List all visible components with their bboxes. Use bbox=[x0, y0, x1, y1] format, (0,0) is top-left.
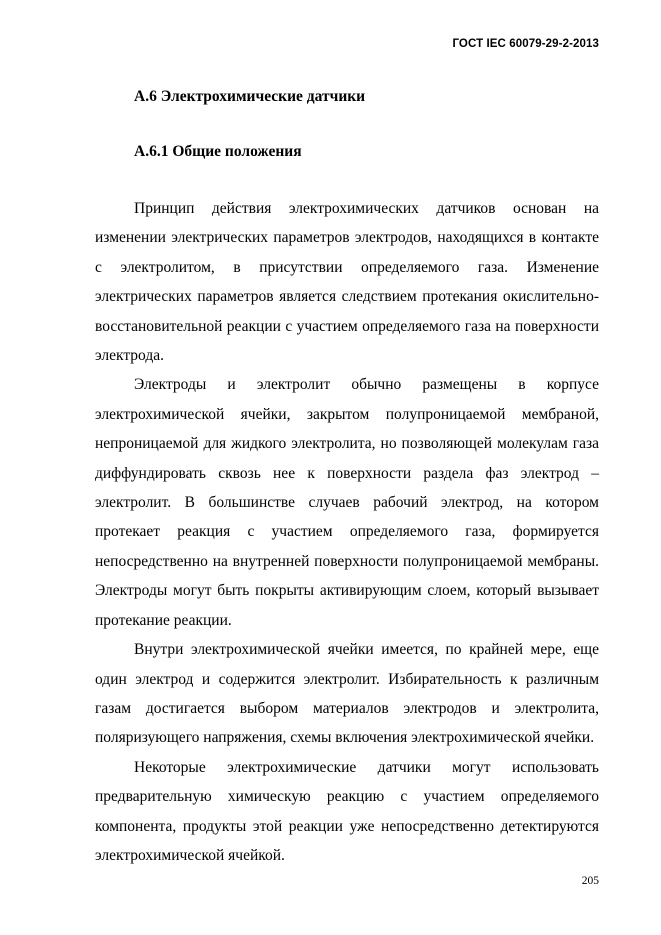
standard-header: ГОСТ IEC 60079-29-2-2013 bbox=[452, 38, 599, 50]
paragraph-principle: Принцип действия электрохимических датчиков основан на изменении электрических параметров электродов, находящихся в контакте с электролитом, в присутствии определяемого газа. Изменение электрических параметров является следствием протекания окислительно-восстановительной реакции с участием определяемого газа на поверхности электрода. bbox=[95, 200, 599, 365]
section-title: А.6 Электрохимические датчики bbox=[134, 88, 366, 105]
paragraph-preliminary-reaction: Некоторые электрохимические датчики могут использовать предварительную химическую реакцию с участием определяемого компонента, продукты этой реакции уже непосредственно детектируются электрохимической ячейкой. bbox=[95, 758, 599, 864]
body-text bbox=[95, 194, 599, 870]
paragraph-electrodes: Электроды и электролит обычно размещены в корпусе электрохимической ячейки, закрытом полупроницаемой мембраной, непроницаемой для жидкого электролита, но позволяющей молекулам газа диффундировать сквозь нее к поверхности раздела фаз электрод – электролит. В большинстве случаев рабочий электрод, на котором протекает реакция с участием определяемого газа, формируется непосредственно на внутренней поверхности полупроницаемой мембраны. Электроды могут быть покрыты активирующим слоем, который вызывает протекание реакции. bbox=[95, 376, 599, 629]
paragraph-selectivity: Внутри электрохимической ячейки имеется, по крайней мере, еще один электрод и содержится электролит. Избирательность к различным газам достигается выбором материалов электродов и электролита, поляризующего напряжения, схемы включения электрохимической ячейки. bbox=[95, 641, 599, 747]
subsection-title: А.6.1 Общие положения bbox=[134, 143, 302, 160]
page-number: 205 bbox=[581, 875, 599, 887]
